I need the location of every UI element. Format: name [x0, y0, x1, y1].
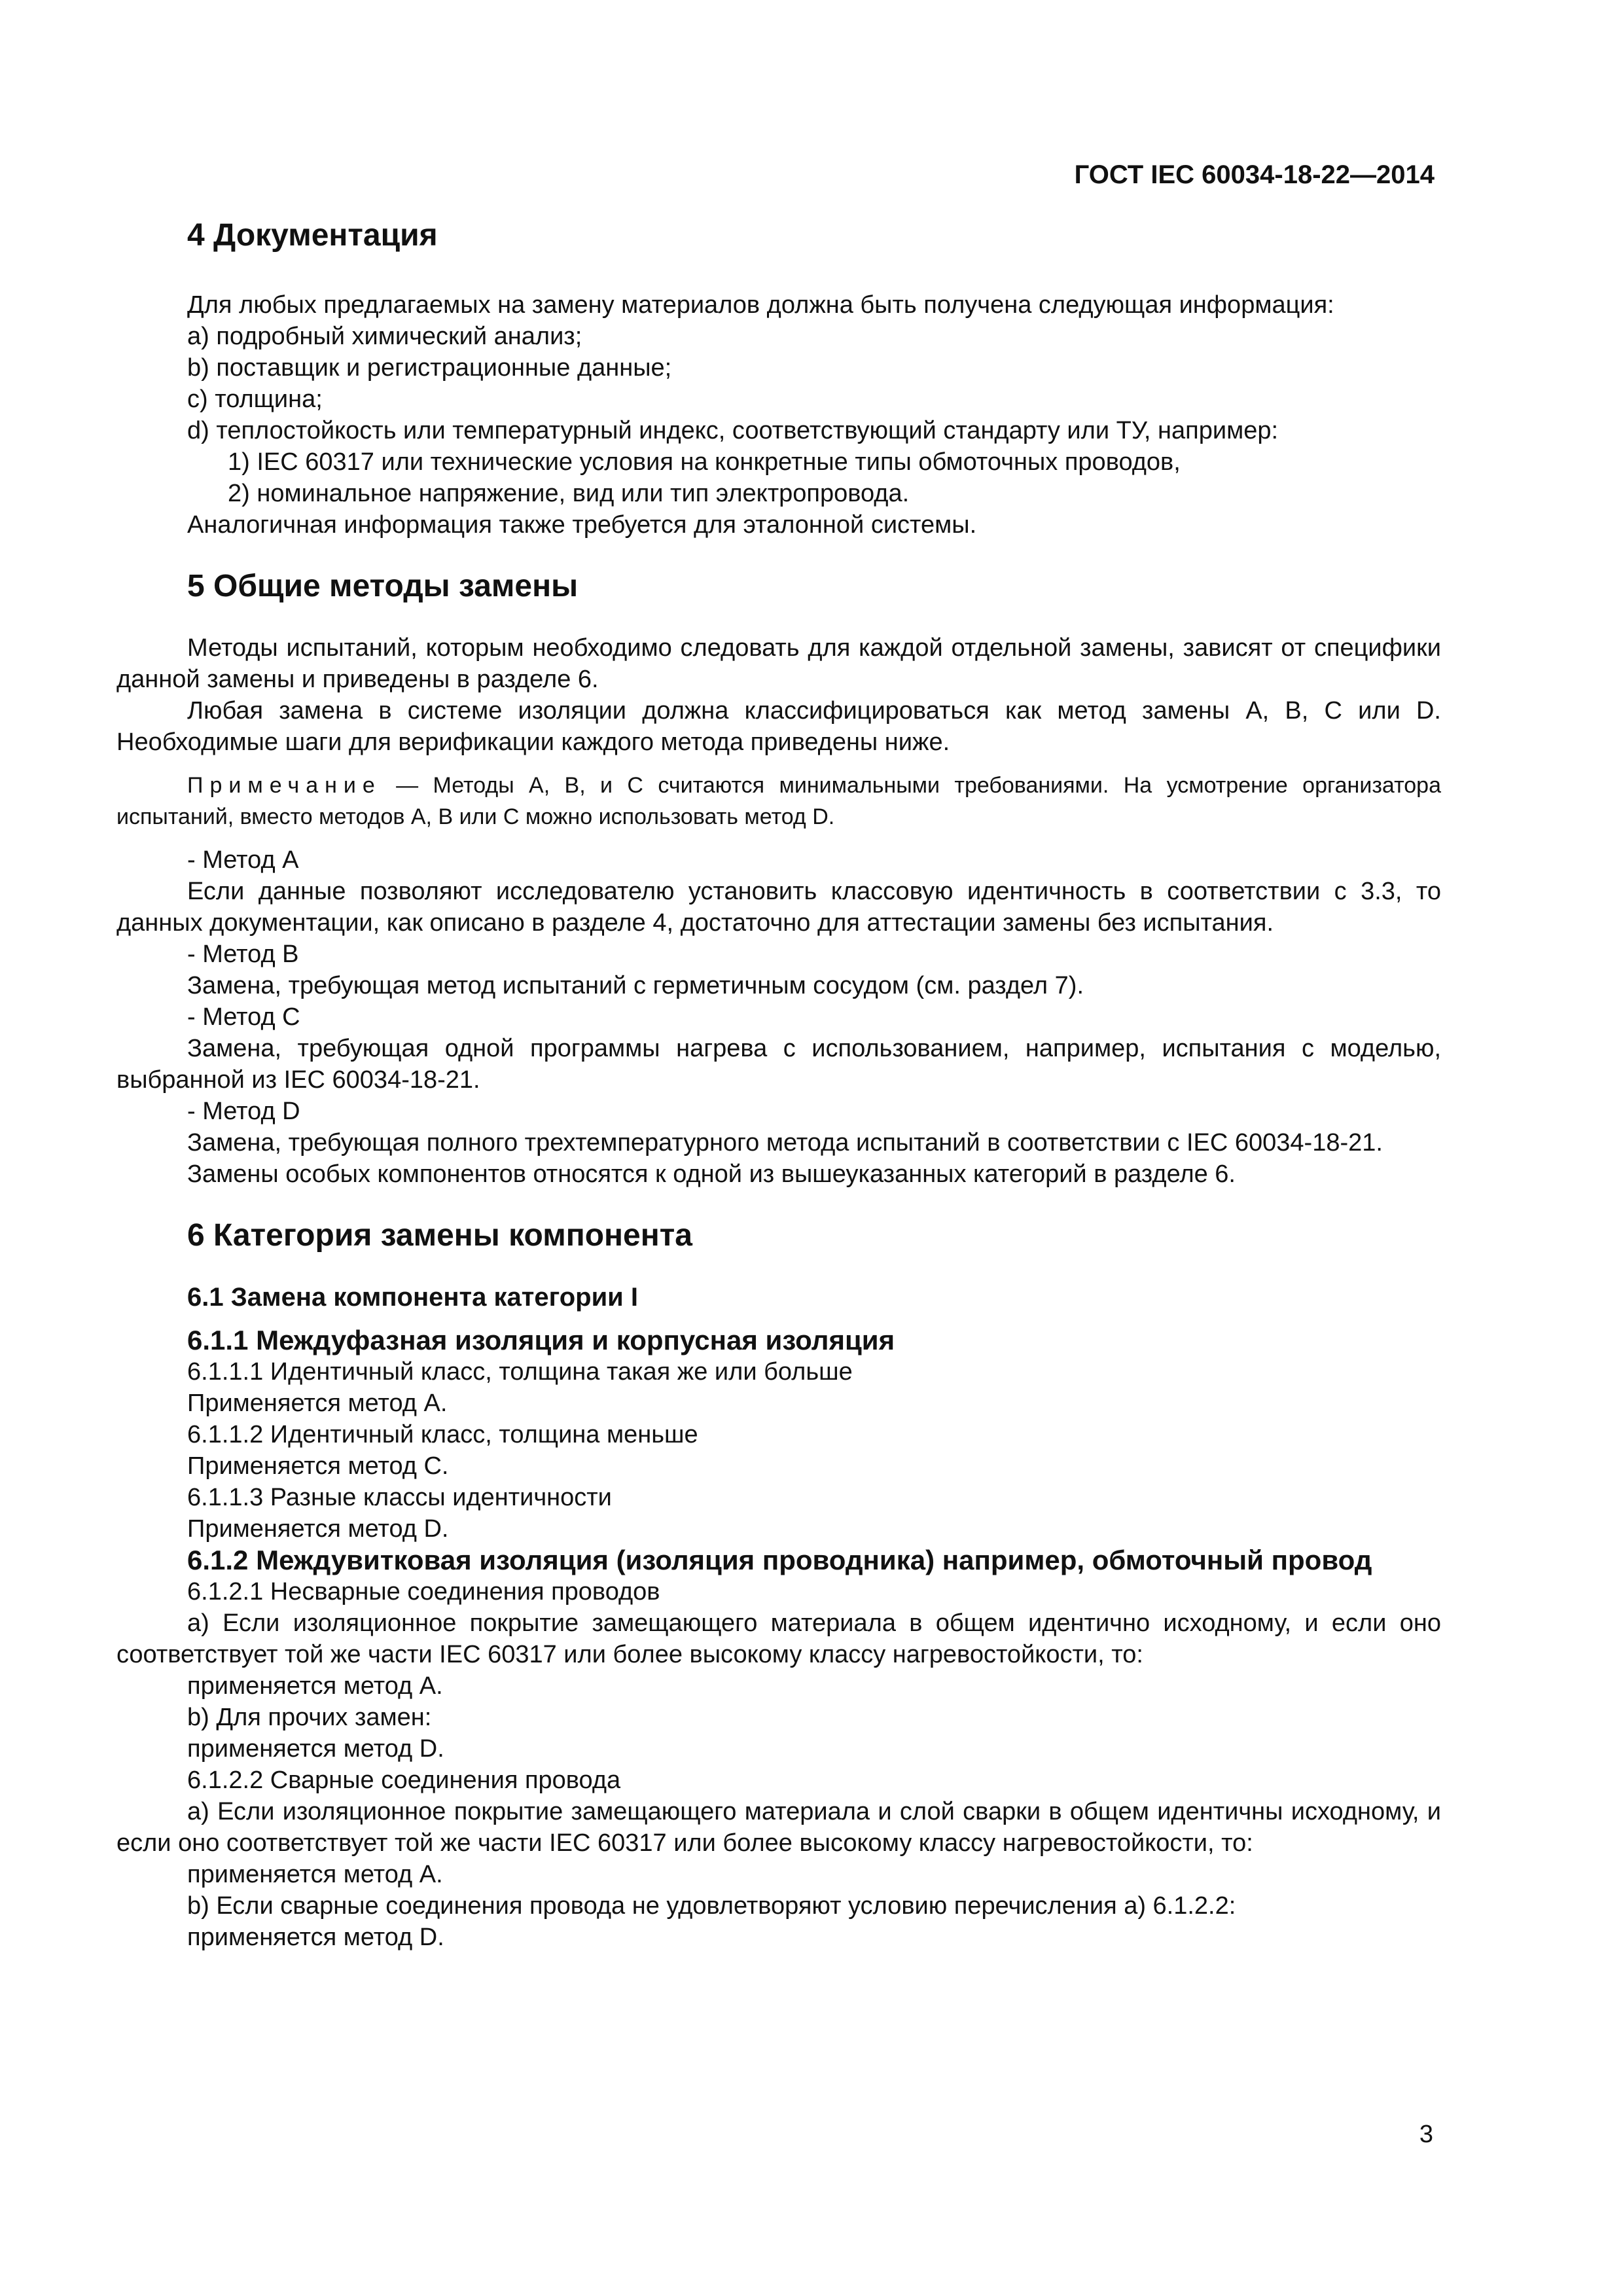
section-6-1-1-2: 6.1.1.2 Идентичный класс, толщина меньше — [187, 1421, 698, 1448]
section-6-1-2-2-a: a) Если изоляционное покрытие замещающего материала и слой сварки в общем идентичны исходному, и если оно соответствует той же части IEC 60317 или более высокому классу нагревостойкости, то: — [116, 1798, 1441, 1857]
section-6-1-1-1: 6.1.1.1 Идентичный класс, толщина такая же или больше — [187, 1358, 853, 1386]
s5-paragraph-1: Методы испытаний, которым необходимо следовать для каждой отдельной замены, зависят от специфики данной замены и приведены в разделе 6. — [116, 634, 1441, 693]
s4-end: Аналогичная информация также требуется для эталонной системы. — [187, 511, 977, 539]
method-d-text: Замена, требующая полного трехтемпературного метода испытаний в соответствии с IEC 60034-18-21. — [187, 1129, 1383, 1157]
section-6-1-1-1-method: Применяется метод А. — [187, 1390, 448, 1417]
section-6-1-2-2-a-method: применяется метод А. — [187, 1861, 443, 1888]
method-c-label: - Метод С — [187, 1003, 300, 1031]
section-6-1-1-title: 6.1.1 Междуфазная изоляция и корпусная изоляция — [187, 1325, 895, 1355]
document-body — [116, 216, 1441, 1953]
section-6-1-2-2-b-method: применяется метод D. — [187, 1924, 444, 1951]
s4-item-d: d) теплостойкость или температурный индекс, соответствующий стандарту или ТУ, например: — [187, 417, 1279, 444]
method-b-text: Замена, требующая метод испытаний с герметичным сосудом (см. раздел 7). — [187, 972, 1084, 999]
s4-item-b: b) поставщик и регистрационные данные; — [187, 354, 672, 382]
method-a-label: - Метод А — [187, 846, 299, 874]
section-6-1-title: 6.1 Замена компонента категории I — [187, 1283, 638, 1312]
note-text: — Методы А, В, и С считаются минимальными требованиями. На усмотрение организатора испытаний, вместо методов А, В или С можно использовать метод D. — [116, 773, 1441, 829]
section-5-title: 5 Общие методы замены — [187, 569, 579, 603]
s5-end: Замены особых компонентов относятся к одной из вышеуказанных категорий в разделе 6. — [187, 1160, 1236, 1188]
s5-note — [116, 770, 1441, 833]
s4-item-d1: 1) IEC 60317 или технические условия на конкретные типы обмоточных проводов, — [228, 448, 1181, 476]
section-6-1-1-3: 6.1.1.3 Разные классы идентичности — [187, 1484, 612, 1511]
method-c-text: Замена, требующая одной программы нагрева с использованием, например, испытания с моделью, выбранной из IEC 60034-18-21. — [116, 1035, 1441, 1094]
section-6-1-2-2-b: b) Если сварные соединения провода не удовлетворяют условию перечисления а) 6.1.2.2: — [187, 1892, 1236, 1920]
method-d-label: - Метод D — [187, 1098, 300, 1125]
section-6-title: 6 Категория замены компонента — [187, 1218, 692, 1253]
s4-intro: Для любых предлагаемых на замену материалов должна быть получена следующая информация: — [187, 291, 1334, 319]
section-6-1-2-1: 6.1.2.1 Несварные соединения проводов — [187, 1578, 660, 1605]
section-6-1-1-2-method: Применяется метод С. — [187, 1452, 449, 1480]
s4-item-d2: 2) номинальное напряжение, вид или тип электропровода. — [228, 480, 910, 507]
s5-paragraph-2: Любая замена в системе изоляции должна классифицироваться как метод замены А, В, С или D. Необходимые шаги для верификации каждого метода приведены ниже. — [116, 697, 1441, 756]
method-a-text: Если данные позволяют исследователю установить классовую идентичность в соответствии с 3.3, то данных документации, как описано в разделе 4, достаточно для аттестации замены без испытания. — [116, 878, 1441, 937]
section-6-1-2-1-b: b) Для прочих замен: — [187, 1704, 432, 1731]
section-6-1-1-3-method: Применяется метод D. — [187, 1515, 449, 1543]
standard-header: ГОСТ IEC 60034-18-22—2014 — [1074, 160, 1435, 189]
s4-item-c: c) толщина; — [187, 386, 323, 413]
s4-item-a: a) подробный химический анализ; — [187, 323, 582, 350]
section-6-1-2-2: 6.1.2.2 Сварные соединения провода — [187, 1767, 621, 1794]
section-6-1-2-title: 6.1.2 Междувитковая изоляция (изоляция проводника) например, обмоточный провод — [187, 1545, 1372, 1575]
note-label: Примечание — [187, 773, 382, 798]
section-6-1-2-1-a: a) Если изоляционное покрытие замещающего материала в общем идентично исходному, и если оно соответствует той же части IEC 60317 или более высокому классу нагревостойкости, то: — [116, 1609, 1441, 1668]
section-6-1-2-1-a-method: применяется метод А. — [187, 1672, 443, 1700]
section-6-1-2-1-b-method: применяется метод D. — [187, 1735, 444, 1763]
section-4-title: 4 Документация — [187, 218, 438, 253]
method-b-label: - Метод В — [187, 941, 299, 968]
page-number: 3 — [1419, 2121, 1433, 2148]
